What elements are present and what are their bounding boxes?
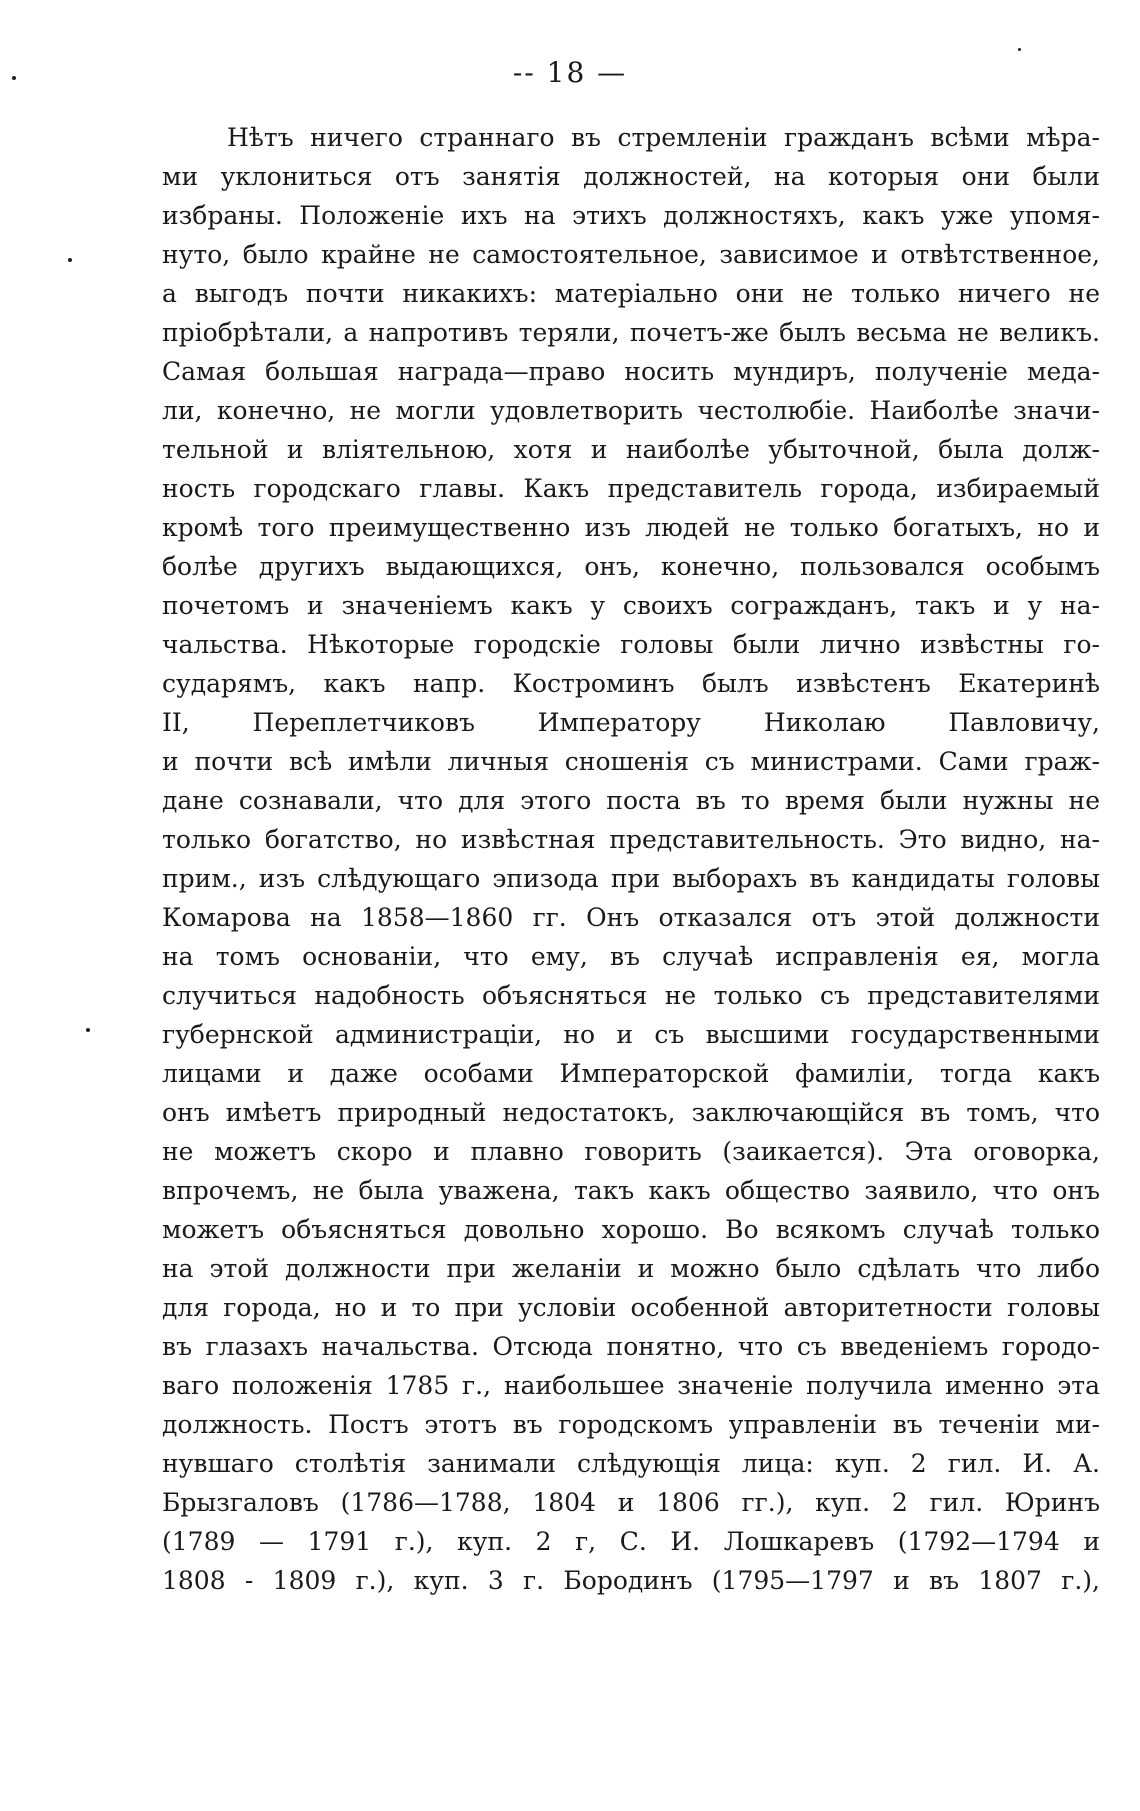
text-line: случиться надобность объясняться не только съ представителями — [162, 981, 1100, 1010]
text-line: почетомъ и значеніемъ какъ у своихъ согражданъ, такъ и у на- — [162, 591, 1100, 620]
text-line: Комарова на 1858—1860 гг. Онъ отказался отъ этой должности — [162, 903, 1100, 932]
text-line: пріобрѣтали, а напротивъ теряли, почетъ-же былъ весьма не великъ. — [162, 318, 1100, 347]
text-line: а выгодъ почти никакихъ: матеріально они не только ничего не — [162, 279, 1100, 308]
text-line: нуто, было крайне не самостоятельное, зависимое и отвѣтственное, — [162, 240, 1100, 269]
text-line: кромѣ того преимущественно изъ людей не только богатыхъ, но и — [162, 513, 1100, 542]
body-text — [162, 118, 1100, 1600]
text-line: не можетъ скоро и плавно говорить (заикается). Эта оговорка, — [162, 1137, 1100, 1166]
text-line: можетъ объясняться довольно хорошо. Во всякомъ случаѣ только — [162, 1215, 1100, 1244]
text-line: ваго положенія 1785 г., наибольшее значеніе получила именно эта — [162, 1371, 1100, 1400]
text-line: Брызгаловъ (1786—1788, 1804 и 1806 гг.), куп. 2 гил. Юринъ — [162, 1488, 1100, 1517]
text-line: впрочемъ, не была уважена, такъ какъ общество заявило, что онъ — [162, 1176, 1100, 1205]
text-line: Самая большая награда—право носить мундиръ, полученіе меда- — [162, 357, 1100, 386]
text-line: губернской администраціи, но и съ высшими государственными — [162, 1020, 1100, 1049]
scan-speck — [86, 1028, 90, 1032]
text-line: избраны. Положеніе ихъ на этихъ должностяхъ, какъ уже упомя- — [162, 201, 1100, 230]
text-line: должность. Постъ этотъ въ городскомъ управленіи въ теченіи ми- — [162, 1410, 1100, 1439]
text-line: на этой должности при желаніи и можно было сдѣлать что либо — [162, 1254, 1100, 1283]
text-line: ность городскаго главы. Какъ представитель города, избираемый — [162, 474, 1100, 503]
text-line: прим., изъ слѣдующаго эпизода при выборахъ въ кандидаты головы — [162, 864, 1100, 893]
text-line: болѣе другихъ выдающихся, онъ, конечно, пользовался особымъ — [162, 552, 1100, 581]
scan-speck — [68, 258, 72, 262]
text-line: ми уклониться отъ занятія должностей, на которыя они были — [162, 162, 1100, 191]
page-number: -- 18 — — [512, 56, 628, 89]
text-line: ли, конечно, не могли удовлетворить честолюбіе. Наиболѣе значи- — [162, 396, 1100, 425]
scan-speck — [1018, 48, 1021, 51]
text-line: только богатство, но извѣстная представительность. Это видно, на- — [162, 825, 1100, 854]
text-line: Нѣтъ ничего страннаго въ стремленіи гражданъ всѣми мѣра- — [227, 123, 1100, 152]
text-line: II, Переплетчиковъ Императору Николаю Павловичу, — [162, 708, 1100, 737]
text-line: въ глазахъ начальства. Отсюда понятно, что съ введеніемъ городо- — [162, 1332, 1100, 1361]
text-line: и почти всѣ имѣли личныя сношенія съ министрами. Сами граж- — [162, 747, 1100, 776]
text-line: на томъ основаніи, что ему, въ случаѣ исправленія ея, могла — [162, 942, 1100, 971]
text-line: дане сознавали, что для этого поста въ то время были нужны не — [162, 786, 1100, 815]
text-line: онъ имѣетъ природный недостатокъ, заключающійся въ томъ, что — [162, 1098, 1100, 1127]
text-line: лицами и даже особами Императорской фамиліи, тогда какъ — [162, 1059, 1100, 1088]
text-line: 1808 - 1809 г.), куп. 3 г. Бородинъ (1795—1797 и въ 1807 г.), — [162, 1566, 1100, 1595]
text-line: чальства. Нѣкоторые городскіе головы были лично извѣстны го- — [162, 630, 1100, 659]
text-line: для города, но и то при условіи особенной авторитетности головы — [162, 1293, 1100, 1322]
text-line: тельной и вліятельною, хотя и наиболѣе убыточной, была долж- — [162, 435, 1100, 464]
text-line: нувшаго столѣтія занимали слѣдующія лица: куп. 2 гил. И. А. — [162, 1449, 1100, 1478]
text-line: (1789 — 1791 г.), куп. 2 г, С. И. Лошкаревъ (1792—1794 и — [162, 1527, 1100, 1556]
text-line: сударямъ, какъ напр. Костроминъ былъ извѣстенъ Екатеринѣ — [162, 669, 1100, 698]
